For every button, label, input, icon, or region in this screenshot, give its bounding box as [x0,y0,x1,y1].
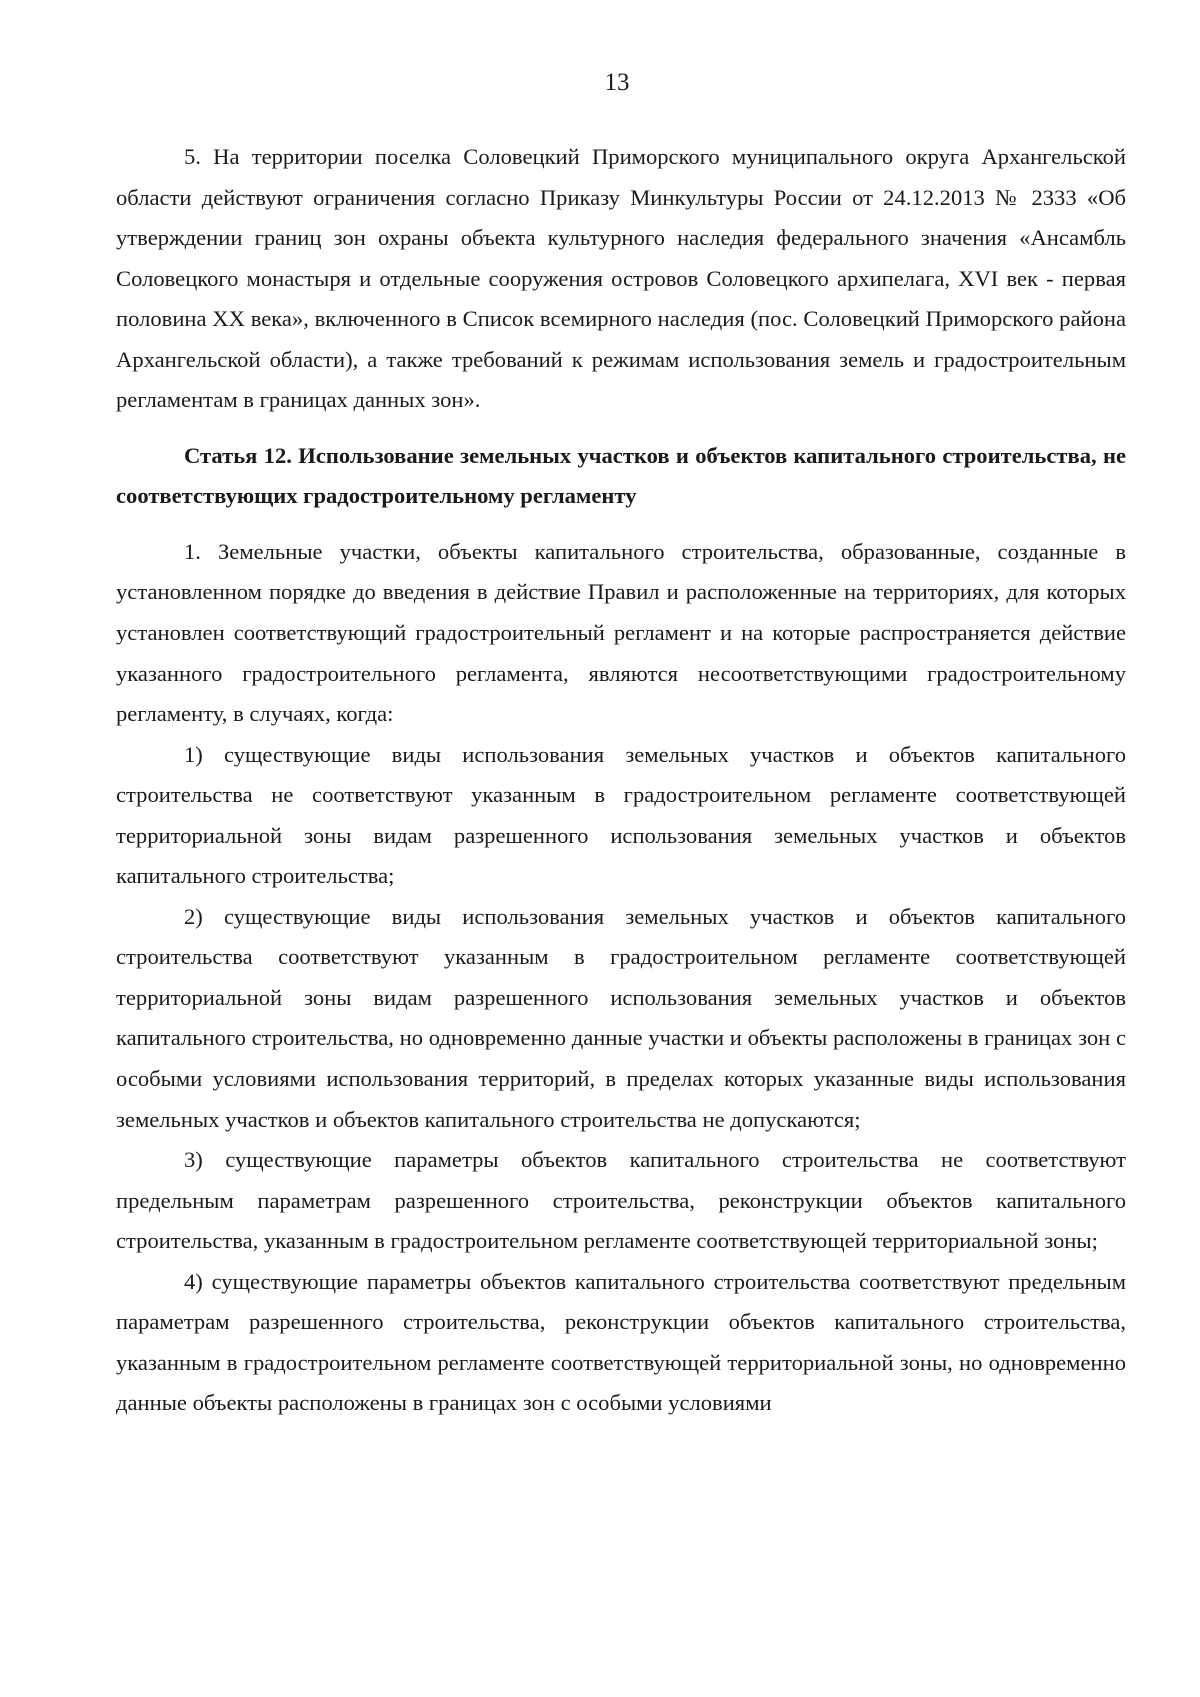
article-12-heading: Статья 12. Использование земельных участков и объектов капитального строительства, не соответствующих градостроительному регламенту [116,442,1126,509]
article-12-item-1: 1) существующие виды использования земельных участков и объектов капитального строительства не соответствуют указанным в градостроительном регламенте соответствующей территориальной зоны видам разрешенного использования земельных участков и объектов капитального строительства; [116,741,1126,889]
article-12-paragraph-1: 1. Земельные участки, объекты капитального строительства, образованные, созданные в установленном порядке до введения в действие Правил и расположенные на территориях, для которых установлен соответствующий градостроительный регламент и на которые распространяется действие указанного градостроительного регламента, являются несоответствующими градостроительному регламенту, в случаях, когда: [116,538,1126,727]
article-12-item-3: 3) существующие параметры объектов капитального строительства не соответствуют предельным параметрам разрешенного строительства, реконструкции объектов капитального строительства, указанным в градостроительном регламенте соответствующей территориальной зоны; [116,1147,1126,1254]
page-number: 13 [604,69,630,96]
article-12-item-2: 2) существующие виды использования земельных участков и объектов капитального строительства соответствуют указанным в градостроительном регламенте соответствующей территориальной зоны видам разрешенного использования земельных участков и объектов капитального строительства, но одновременно данные участки и объекты расположены в границах зон с особыми условиями использования территорий, в пределах которых указанные виды использования земельных участков и объектов капитального строительства не допускаются; [116,903,1126,1132]
article-12-item-4: 4) существующие параметры объектов капитального строительства соответствуют предельным параметрам разрешенного строительства, реконструкции объектов капитального строительства, указанным в градостроительном регламенте соответствующей территориальной зоны, но одновременно данные объекты расположены в границах зон с особыми условиями [116,1268,1126,1416]
document-body [116,137,1126,1424]
paragraph-5: 5. На территории поселка Соловецкий Приморского муниципального округа Архангельской области действуют ограничения согласно Приказу Минкультуры России от 24.12.2013 № 2333 «Об утверждении границ зон охраны объекта культурного наследия федерального значения «Ансамбль Соловецкого монастыря и отдельные сооружения островов Соловецкого архипелага, XVI век - первая половина XX века», включенного в Список всемирного наследия (пос. Соловецкий Приморского района Архангельской области), а также требований к режимам использования земель и градостроительным регламентам в границах данных зон». [116,144,1126,413]
